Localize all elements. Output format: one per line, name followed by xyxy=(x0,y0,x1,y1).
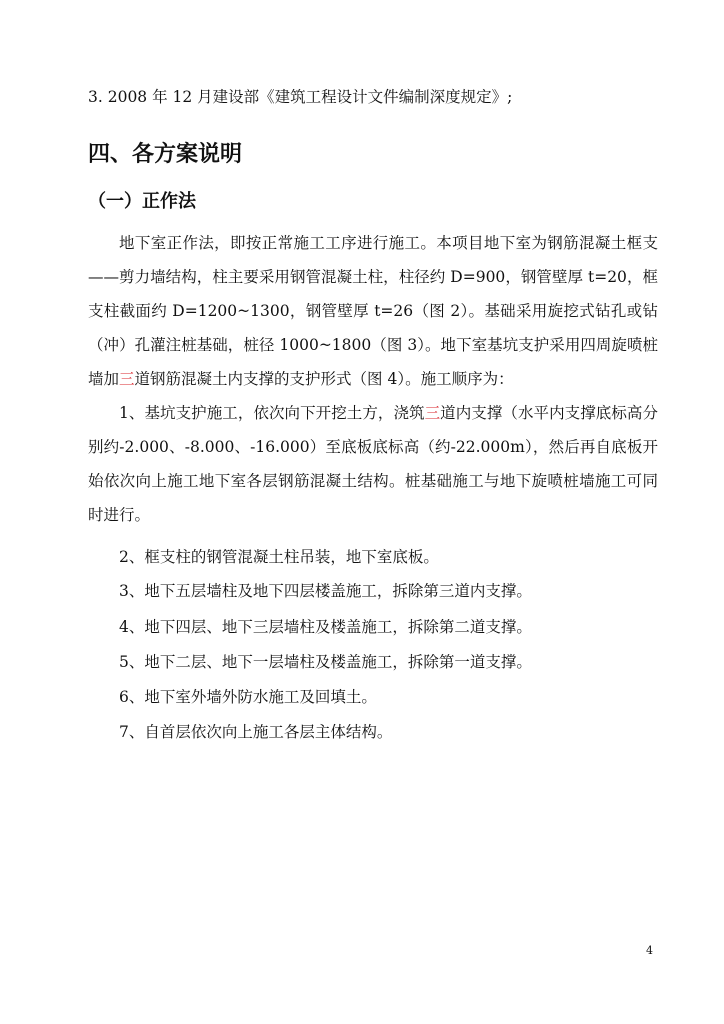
paragraph-text: 1、基坑支护施工，依次向下开挖土方，浇筑 xyxy=(119,404,425,422)
paragraph-text: 道钢筋混凝土内支撑的支护形式（图 4）。施工顺序为： xyxy=(134,370,514,388)
paragraph-text: 地下室正作法，即按正常施工工序进行施工。本项目地下室为钢筋混凝土框支——剪力墙结构，柱主要采用钢管混凝土柱，柱径约 D=900，钢管壁厚 t=20，框支柱截面约 D=1200~1300，钢管壁厚 t=26（图 2）。基础采用旋挖式钻孔或钻（冲）孔灌注桩基础，桩径 1000~1800（图 3）。地下室基坑支护采用四周旋喷桩墙加 xyxy=(88,234,658,388)
highlighted-number: 三 xyxy=(119,370,135,388)
section-title: 四、各方案说明 xyxy=(88,142,243,167)
step-item-7: 7、自首层依次向上施工各层主体结构。 xyxy=(119,723,393,741)
paragraph-text: 道内支撑（水平内支撑底标高分别约-2.000、-8.000、-16.000）至底板底标高（约-22.000m），然后再自底板开始依次向上施工地下室各层钢筋混凝土结构。桩基础施工与地下旋喷桩墙施工可同时进行。 xyxy=(88,404,658,524)
step-item-2: 2、框支柱的钢管混凝土柱吊装，地下室底板。 xyxy=(119,548,439,566)
step-item-4: 4、地下四层、地下三层墙柱及楼盖施工，拆除第二道支撑。 xyxy=(119,618,532,636)
step-item-3: 3、地下五层墙柱及地下四层楼盖施工，拆除第三道内支撑。 xyxy=(119,582,532,600)
step-item-5: 5、地下二层、地下一层墙柱及楼盖施工，拆除第一道支撑。 xyxy=(119,653,532,671)
paragraph-step-1 xyxy=(88,396,658,532)
step-item-6: 6、地下室外墙外防水施工及回填土。 xyxy=(119,688,377,706)
highlighted-number: 三 xyxy=(424,404,441,422)
subsection-title: （一）正作法 xyxy=(88,191,196,212)
reference-line: 3. 2008 年 12 月建设部《建筑工程设计文件编制深度规定》; xyxy=(88,88,513,106)
page-number: 4 xyxy=(646,944,653,957)
paragraph-method-description xyxy=(88,226,658,396)
